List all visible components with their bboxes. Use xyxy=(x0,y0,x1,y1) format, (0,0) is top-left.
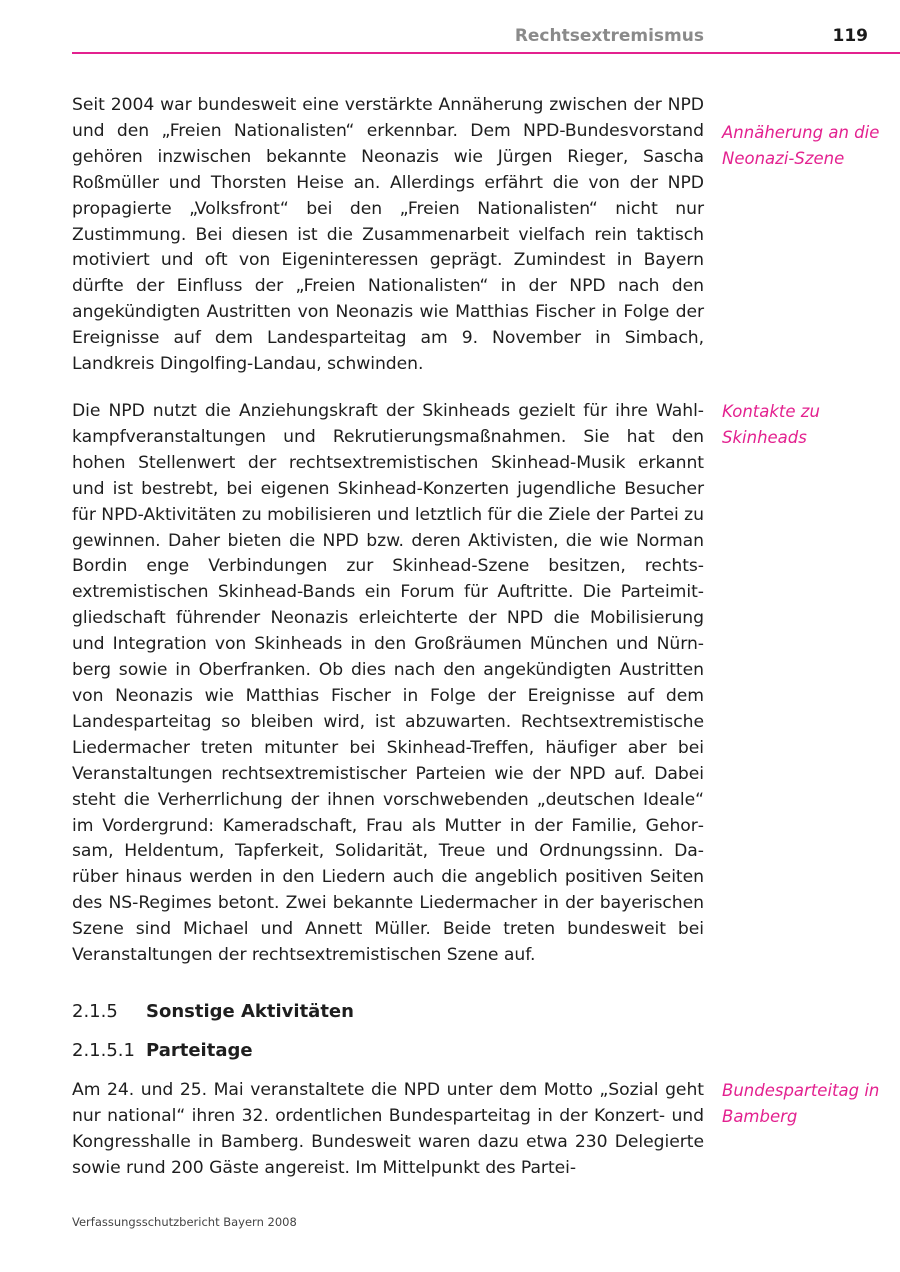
body-paragraph-3: Am 24. und 25. Mai veranstaltete die NPD unter dem Motto „Sozial geht nur national“ ihren 32. ordentlichen Bundesparteitag in der Konzert- und Kongresshalle in Bamberg. Bundesweit waren dazu etwa 230 Delegierte sowie rund 200 Gäste angereist. Im Mittelpunkt des Partei- xyxy=(72,1080,704,1178)
section-number: 2.1.5 xyxy=(72,1001,118,1022)
page-number: 119 xyxy=(832,26,868,46)
running-head-section: Rechtsextremismus xyxy=(514,26,704,46)
subsection-title: Parteitage xyxy=(146,1040,253,1061)
margin-note-1: Annäherung an die Neonazi-Szene xyxy=(722,123,880,168)
body-paragraph-2: Die NPD nutzt die Anziehungskraft der Skinheads gezielt für ihre Wahlkampfveranstaltungen und Rekrutierungsmaßnahmen. Sie hat den hohen Stellenwert der rechtsextremistischen Skinhead-Musik erkannt und ist bestrebt, bei eigenen Skinhead-Konzerten jugendliche Besucher für NPD-Aktivitäten zu mobilisieren und letztlich für die Ziele der Partei zu gewinnen. Daher bieten die NPD bzw. deren Aktivisten, die wie Norman Bordin enge Verbindungen zur Skinhead-Szene besitzen, rechtsextremistischen Skinhead-Bands ein Forum für Auftritte. Die Parteimitgliedschaft führender Neonazis erleichterte der NPD die Mobilisierung und Integration von Skinheads in den Großräumen München und Nürnberg sowie in Oberfranken. Ob dies nach den angekündigten Austritten von Neonazis wie Matthias Fischer in Folge der Ereignisse auf dem Landesparteitag so bleiben wird, ist abzuwarten. Rechtsextremistische Liedermacher treten mitunter bei Skinhead-Treffen, häufiger aber bei Veranstaltungen rechtsextremistischer Parteien wie der NPD auf. Dabei steht die Verherrlichung der ihnen vorschwebenden „deutschen Ideale“ im Vordergrund: Kameradschaft, Frau als Mutter in der Familie, Gehorsam, Heldentum, Tapferkeit, Solidarität, Treue und Ordnungssinn. Darüber hinaus werden in den Liedern auch die angeblich positiven Seiten des NS-Regimes betont. Zwei bekannte Liedermacher in der bayerischen Szene sind Michael und Annett Müller. Beide treten bundesweit bei Veranstaltungen der rechtsextremistischen Szene auf. xyxy=(72,401,704,966)
section-title: Sonstige Aktivitäten xyxy=(146,1001,354,1022)
margin-note-3: Bundesparteitag in Bamberg xyxy=(722,1081,880,1126)
page-footer: Verfassungsschutzbericht Bayern 2008 xyxy=(72,1215,297,1229)
page-header xyxy=(72,22,900,54)
section-heading-2-1-5-1 xyxy=(72,1038,253,1064)
subsection-number: 2.1.5.1 xyxy=(72,1040,135,1061)
body-paragraph-1: Seit 2004 war bundesweit eine verstärkte Annäherung zwischen der NPD und den „Freien Nationalisten“ erkennbar. Dem NPD-Bundesvorstand gehören inzwischen bekannte Neonazis wie Jürgen Rieger, Sascha Roßmüller und Thorsten Heise an. Allerdings erfährt die von der NPD propagierte „Volksfront“ bei den „Freien Nationalisten“ nicht nur Zustimmung. Bei diesen ist die Zusammenarbeit vielfach rein taktisch motiviert und oft von Eigeninteressen geprägt. Zumindest in Bayern dürfte der Einfluss der „Freien Nationalisten“ in der NPD nach den angekündigten Austritten von Neonazis wie Matthias Fischer in Folge der Ereignisse auf dem Landesparteitag am 9. November in Simbach, Landkreis Dingolfing-Landau, schwinden. xyxy=(72,95,704,375)
margin-note-2: Kontakte zu Skinheads xyxy=(722,402,820,447)
section-heading-2-1-5 xyxy=(72,999,354,1025)
